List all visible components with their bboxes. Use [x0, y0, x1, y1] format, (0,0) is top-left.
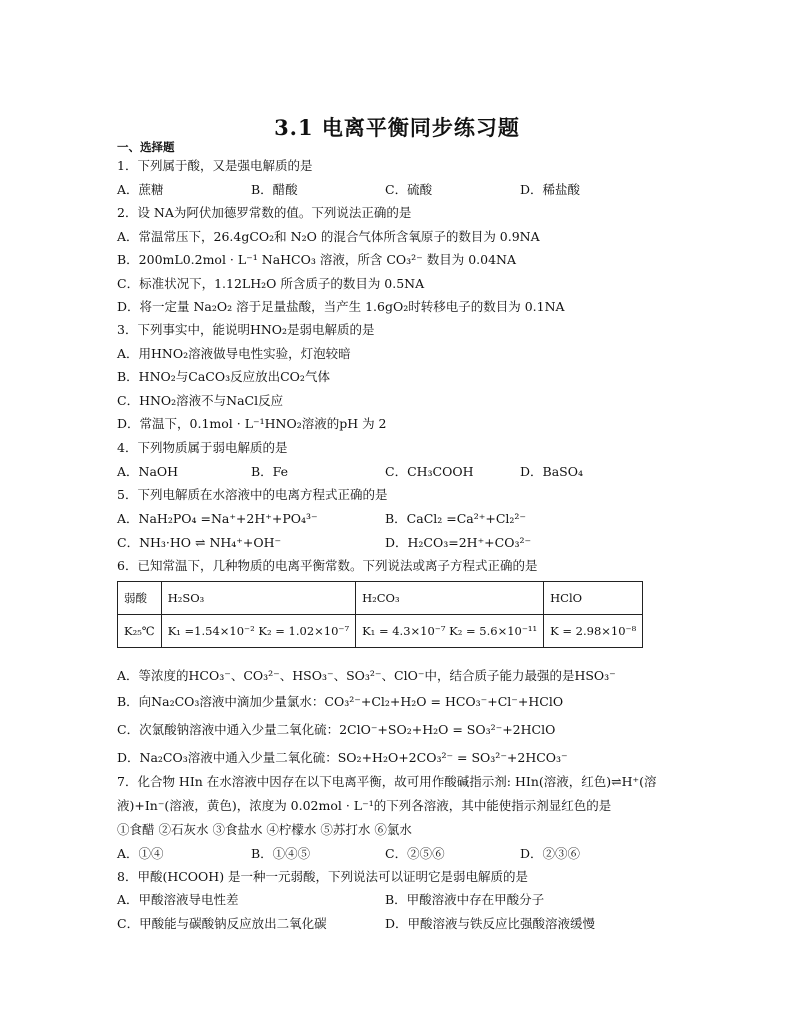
- q7-option-d: D．②③⑥: [520, 846, 581, 861]
- q6-option-d: D．Na₂CO₃溶液中通入少量二氧化硫：SO₂+H₂O+2CO₃²⁻ = SO₃²⁻+2HCO₃⁻: [117, 750, 568, 765]
- table-header-row: [118, 582, 643, 615]
- question-7-stem-line1: 7．化合物 HIn 在水溶液中因存在以下电离平衡，故可用作酸碱指示剂: HIn(溶液，红色)⇌H⁺(溶: [117, 774, 657, 789]
- table-cell: H₂CO₃: [356, 582, 544, 615]
- q2-option-b: B．200mL0.2mol · L⁻¹ NaHCO₃ 溶液，所含 CO₃²⁻ 数目为 0.04NA: [117, 252, 516, 267]
- q6-option-c: C．次氯酸钠溶液中通入少量二氧化硫：2ClO⁻+SO₂+H₂O = SO₃²⁻+2HClO: [117, 722, 556, 737]
- q7-option-a: A．①④: [117, 846, 164, 861]
- table-cell: K₂₅℃: [118, 615, 162, 648]
- question-4-stem: 4．下列物质属于弱电解质的是: [117, 440, 288, 455]
- question-7-stem-line2: 液)+In⁻(溶液，黄色)，浓度为 0.02mol · L⁻¹的下列各溶液，其中能使指示剂显红色的是: [117, 798, 612, 813]
- q3-option-b: B．HNO₂与CaCO₃反应放出CO₂气体: [117, 369, 330, 384]
- page-title: 3.1 电离平衡同步练习题: [274, 115, 520, 140]
- q6-option-b: B．向Na₂CO₃溶液中滴加少量氯水：CO₃²⁻+Cl₂+H₂O = HCO₃⁻+Cl⁻+HClO: [117, 694, 564, 709]
- q2-option-a: A．常温常压下，26.4gCO₂和 N₂O 的混合气体所含氧原子的数目为 0.9NA: [117, 229, 540, 244]
- q3-option-c: C．HNO₂溶液不与NaCl反应: [117, 393, 284, 408]
- q2-option-d: D．将一定量 Na₂O₂ 溶于足量盐酸，当产生 1.6gO₂时转移电子的数目为 0.1NA: [117, 299, 565, 314]
- table-cell: 弱酸: [118, 582, 162, 615]
- q8-option-c: C．甲酸能与碳酸钠反应放出二氧化碳: [117, 916, 327, 931]
- q5-option-c: C．NH₃·HO ⇌ NH₄⁺+OH⁻: [117, 535, 282, 550]
- q1-option-b: B．醋酸: [251, 182, 298, 197]
- q7-option-b: B．①④⑤: [251, 846, 311, 861]
- table-cell: K = 2.98×10⁻⁸: [544, 615, 643, 648]
- q8-option-d: D．甲酸溶液与铁反应比强酸溶液缓慢: [385, 916, 596, 931]
- q1-option-a: A．蔗糖: [117, 182, 164, 197]
- q1-option-c: C．硫酸: [385, 182, 433, 197]
- q7-choices: ①食醋 ②石灰水 ③食盐水 ④柠檬水 ⑤苏打水 ⑥氯水: [117, 822, 412, 837]
- q3-option-a: A．用HNO₂溶液做导电性实验，灯泡较暗: [117, 346, 351, 361]
- q8-option-a: A．甲酸溶液导电性差: [117, 892, 239, 907]
- table-cell: K₁ = 4.3×10⁻⁷ K₂ = 5.6×10⁻¹¹: [356, 615, 544, 648]
- question-3-stem: 3．下列事实中，能说明HNO₂是弱电解质的是: [117, 322, 375, 337]
- q2-option-c: C．标准状况下，1.12LH₂O 所含质子的数目为 0.5NA: [117, 276, 425, 291]
- question-2-stem: 2．设 NA为阿伏加德罗常数的值。下列说法正确的是: [117, 205, 412, 220]
- table-row: [118, 615, 643, 648]
- q4-option-a: A．NaOH: [117, 464, 179, 479]
- question-1-stem: 1．下列属于酸，又是强电解质的是: [117, 158, 313, 173]
- ionization-constants-table: [117, 581, 643, 648]
- q4-option-d: D．BaSO₄: [520, 464, 583, 479]
- q5-option-b: B．CaCl₂ =Ca²⁺+Cl₂²⁻: [385, 511, 527, 526]
- q5-option-d: D．H₂CO₃=2H⁺+CO₃²⁻: [385, 535, 532, 550]
- question-6-stem: 6．已知常温下，几种物质的电离平衡常数。下列说法或离子方程式正确的是: [117, 558, 538, 573]
- q4-option-c: C．CH₃COOH: [385, 464, 474, 479]
- section-heading: 一、选择题: [117, 140, 175, 154]
- table-cell: K₁ =1.54×10⁻² K₂ = 1.02×10⁻⁷: [161, 615, 355, 648]
- q8-option-b: B．甲酸溶液中存在甲酸分子: [385, 892, 545, 907]
- q7-option-c: C．②⑤⑥: [385, 846, 445, 861]
- q5-option-a: A．NaH₂PO₄ =Na⁺+2H⁺+PO₄³⁻: [117, 511, 318, 526]
- question-8-stem: 8．甲酸(HCOOH) 是一种一元弱酸，下列说法可以证明它是弱电解质的是: [117, 869, 529, 884]
- q3-option-d: D．常温下，0.1mol · L⁻¹HNO₂溶液的pH 为 2: [117, 416, 387, 431]
- q6-option-a: A．等浓度的HCO₃⁻、CO₃²⁻、HSO₃⁻、SO₃²⁻、ClO⁻中，结合质子能力最强的是HSO₃⁻: [117, 668, 616, 683]
- q4-option-b: B．Fe: [251, 464, 289, 479]
- table-cell: H₂SO₃: [161, 582, 355, 615]
- q1-option-d: D．稀盐酸: [520, 182, 581, 197]
- question-5-stem: 5．下列电解质在水溶液中的电离方程式正确的是: [117, 487, 388, 502]
- table-cell: HClO: [544, 582, 643, 615]
